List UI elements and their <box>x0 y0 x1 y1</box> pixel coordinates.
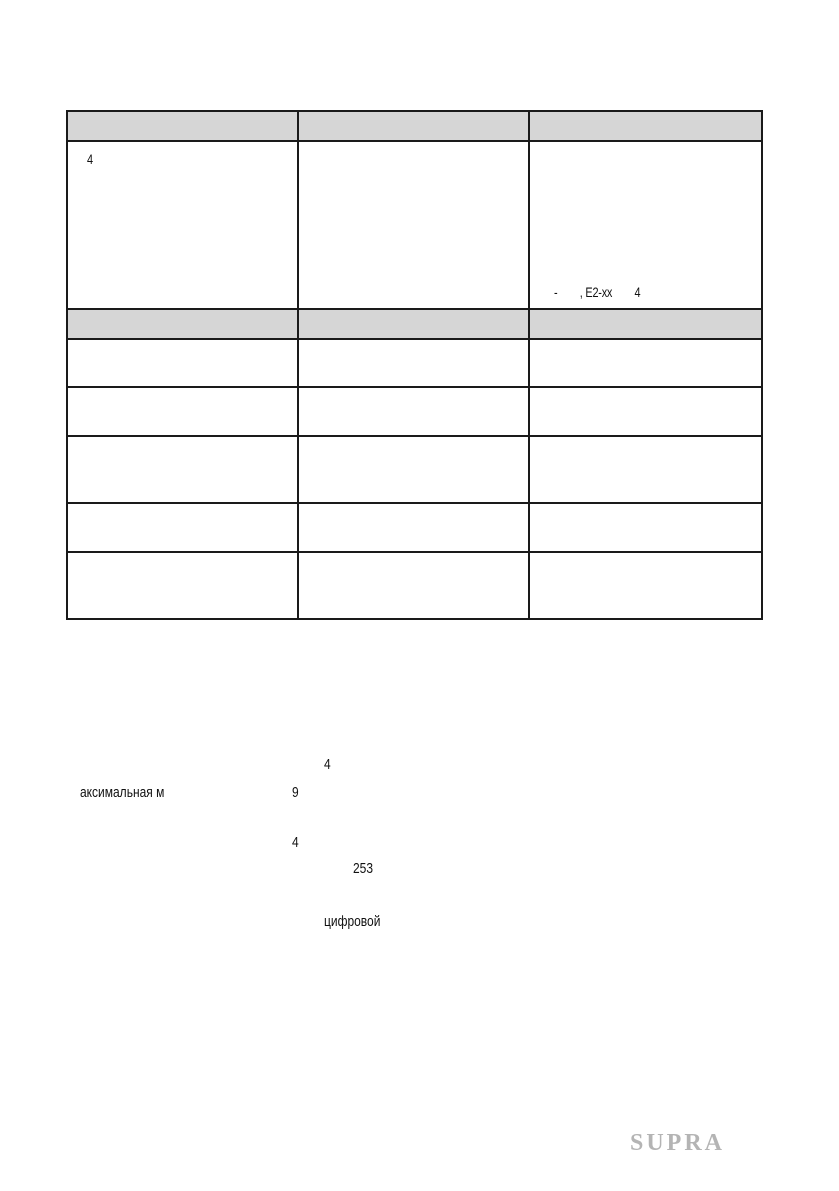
table-cell <box>529 141 762 309</box>
spec-table <box>66 110 763 620</box>
text-fragment: 4 <box>324 756 331 773</box>
table-header-cell <box>298 309 529 339</box>
table-cell <box>298 552 529 619</box>
table-row <box>67 503 762 552</box>
table-cell <box>67 552 298 619</box>
table-header-cell <box>67 309 298 339</box>
table-row <box>67 387 762 436</box>
table-cell <box>298 339 529 388</box>
table-header-cell <box>67 111 298 141</box>
table-cell <box>67 141 298 309</box>
table-cell <box>67 387 298 436</box>
table-header-row <box>67 309 762 339</box>
text-fragment: аксимальная м <box>80 784 165 801</box>
table-cell <box>298 141 529 309</box>
table-cell <box>529 503 762 552</box>
table-cell <box>529 436 762 503</box>
cell-text: - , E2-xx 4 <box>554 284 641 300</box>
table-row <box>67 552 762 619</box>
table-row <box>67 339 762 388</box>
table-row <box>67 436 762 503</box>
table-cell <box>298 503 529 552</box>
table-cell <box>298 436 529 503</box>
table-cell <box>67 339 298 388</box>
table-header-cell <box>529 111 762 141</box>
table-cell <box>529 387 762 436</box>
text-fragment: цифровой <box>324 913 381 930</box>
table-cell <box>67 503 298 552</box>
table-cell <box>298 387 529 436</box>
cell-text: 4 <box>87 151 93 167</box>
table-header-cell <box>298 111 529 141</box>
table-cell <box>529 552 762 619</box>
text-fragment: 253 <box>353 860 374 877</box>
table-cell <box>67 436 298 503</box>
supra-logo: SUPRA <box>630 1130 726 1156</box>
table-cell <box>529 339 762 388</box>
table-header-cell <box>529 309 762 339</box>
text-fragment: 4 <box>292 834 299 851</box>
text-fragment: 9 <box>292 784 299 801</box>
table-header-row <box>67 111 762 141</box>
table-row <box>67 141 762 309</box>
